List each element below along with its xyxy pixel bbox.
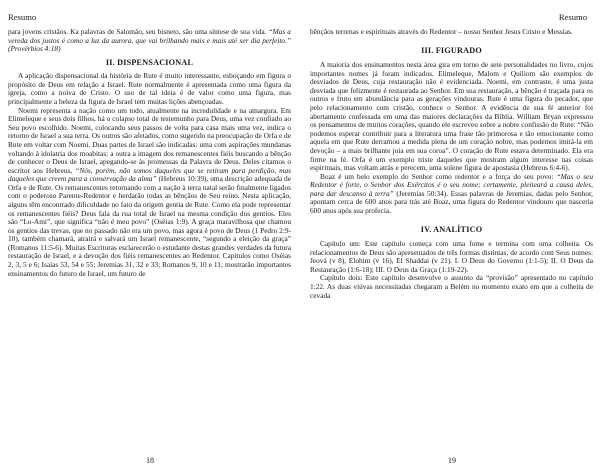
paragraph: [8, 107, 291, 279]
paragraph: bênçãos terrenas e espirituais através do Redentor – nosso Senhor Jesus Cristo e Messias.: [310, 27, 573, 36]
scripture-quote: “Nós, porém, não somos daqueles que se retiram para perdição, mas daqueles que creem para a conservação da alma”: [8, 165, 291, 184]
right-page: [306, 0, 593, 471]
paragraph: Capítulo um: Este capítulo começa com uma fome e termina com uma colheita. Os relacionamentos de Deus são apresentados de três formas distintas, de acordo com Seus nomes: Jeová (v 8), Elohim (v 16), El Shaddai (v 21). I. O Deus do Governo (1:1-5); II. O Deus da Restauração (1:6-18); III. O Deus da Graça (1:19-22).: [310, 239, 593, 274]
paragraph-text: Boaz é um belo exemplo do Senhor como redentor e a força do seu povo:: [320, 171, 554, 181]
paragraph: [310, 173, 593, 216]
section-title: IV. ANALÍTICO: [420, 224, 483, 234]
right-page-body: [310, 28, 593, 300]
paragraph: A aplicação dispensacional da história de Rute é muito interessante, esboçando em figura o propósito de Deus em relação a Israel. Rute normalmente é apresentada como uma figura da igreja, como a noiva de Cristo. O uso de tal ideia é de valor como uma figura, mas principalmente a beleza da figura de Israel tem muitas lições abençoadas.: [8, 71, 291, 107]
left-page: [4, 0, 291, 471]
section-title: II. DISPENSACIONAL: [105, 57, 194, 67]
page-number: 19: [448, 456, 456, 465]
scripture-quote: “Mas a vereda dos justos é como a luz da aurora, que vai brilhando mais e mais até ser dia perfeito.” (Provérbios 4:18): [8, 27, 291, 54]
section-title: III. FIGURADO: [421, 45, 482, 55]
paragraph-text: Noemi representa a nação como um todo, atualmente na incredulidade e na amargura. Em Elimeleque e seus dois filhos, há o colapso total de testemunho para Deus, uma vez confiado ao Seu povo escolhido. Noemi, colocando seus passos de volta para casa mais uma vez, indica o retorno de Israel a sua terra. Os outros são afetados, como sugerido na preocupação de Orfa e de Rute em voltar com Noemi. Duas partes de Israel são indicadas: uma com aspirações mundanas voltando à idolatria dos moabitas; a outra a imagem dos remanescentes fiéis buscando a bênção de conhecer o Deus de Israel, apegando-se às promessas da Palavra de Deus. Deles citamos o escritor aos Hebreus,: [8, 105, 291, 175]
running-header: Resumo: [8, 12, 37, 22]
paragraph-text: (Jeremias 50:34). Essas palavras de Jeremias, dadas pelo Senhor, apontam cerca de 600 anos para trás até Boaz, uma figura do Redentor vindouro que nasceria 600 anos após sua profecia.: [310, 188, 593, 215]
paragraph: [8, 28, 291, 54]
left-page-body: [8, 28, 291, 278]
scripture-quote: “Mas o seu Redentor é forte, o Senhor dos Exércitos é o seu nome; certamente, pleiteará a causa deles, para dar descanso à terra”: [310, 171, 593, 198]
page-number: 18: [146, 456, 154, 465]
paragraph-text: (Hebreus 10:39), uma descrição adequada de Orfa e de Rute. Os remanescentes retornando com a nação à terra natal serão finalmente ligados com o poderoso Parente-Redentor e herdarão todas as bênçãos de Seu reino. Nesta aplicação, alguns têm encontrado dificuldade no fato da origem gentia de Rute. Como ela pode representar os remanescentes fiéis? Deus fala da rua total de Israel na mesma condição dos gentios. Eles são “Lo-Ami”, que significa “não é meu povo” (Oséias 1:9). A graça maravilhosa que chamou os gentios das trevas, que no passado não era um povo, mas agora é povo de Deus (1 Pedro 2:9-10), também chamará, atrairá e salvará um Israel remanescente, “segundo a eleição da graça” (Romanos 11:5-6). Muitas Escrituras esclarecerão o estudante destas grandes verdades da futura restauração de Israel, e a devoção dos fiéis remanescentes ao Redentor. Capítulos como Oséias 2, 3, 5 e 6; Isaías 53, 54 e 55; Jeremias 31, 32 e 33; Romanos 9, 10 e 11; mostrarão importantes ensinamentos do futuro de Israel, um futuro de: [8, 174, 291, 278]
paragraph-text: para jovens cristãos. Ka palavras de Salomão, seu bisneto, são uma síntese de sua vida.: [8, 27, 267, 36]
paragraph: Capítulo dois: Este capítulo desenvolve o assunto da “provisão” apresentado no capítulo 1:22. As duas viúvas necessitadas chegaram a Belém no momento exato em que a colheita de cevada: [310, 273, 593, 300]
paragraph: A maioria dos ensinamentos nesta área gira em torno de sete personalidades no livro, cujos importantes nomes já foram indicados. Elimeleque, Malom e Quiliom são exemplos de desviados de Deus, cuja restauração não é evidenciada. Noemi, em contraste, é uma justa desviada que felizmente é restaurada ao Senhor. Em sua restauração, a bênção é traçada para os outros e fruto em abundância para as gerações vindouras. Rute é uma figura do pecador, que pelo relacionamento com cristão, conhece o Senhor. A evidência de sua fé anterior foi abertamente confessada em uma das maiores declarações da Bíblia. William Bryan expressou os pensamentos de muitos corações, quando ele escreveu sobre a nobre confissão de Rute: “Não podemos esperar contribuir para a literatura uma frase tão primorosa e tão emocionante como aquela em que Rute derramou a medida plena de um coração nobre, mas podemos imitá-la em devoção – a mais brilhante joia em sua coroa”. O coração de Rute estava determinado. Ela era firme na fé. Orfa é um exemplo triste daqueles que mostram algum interesse nas coisas espirituais, mas voltam atrás e perecem, uma solene figura de apostasia (Hebreus 6:4-6).: [310, 60, 593, 173]
running-header: Resumo: [558, 12, 587, 22]
